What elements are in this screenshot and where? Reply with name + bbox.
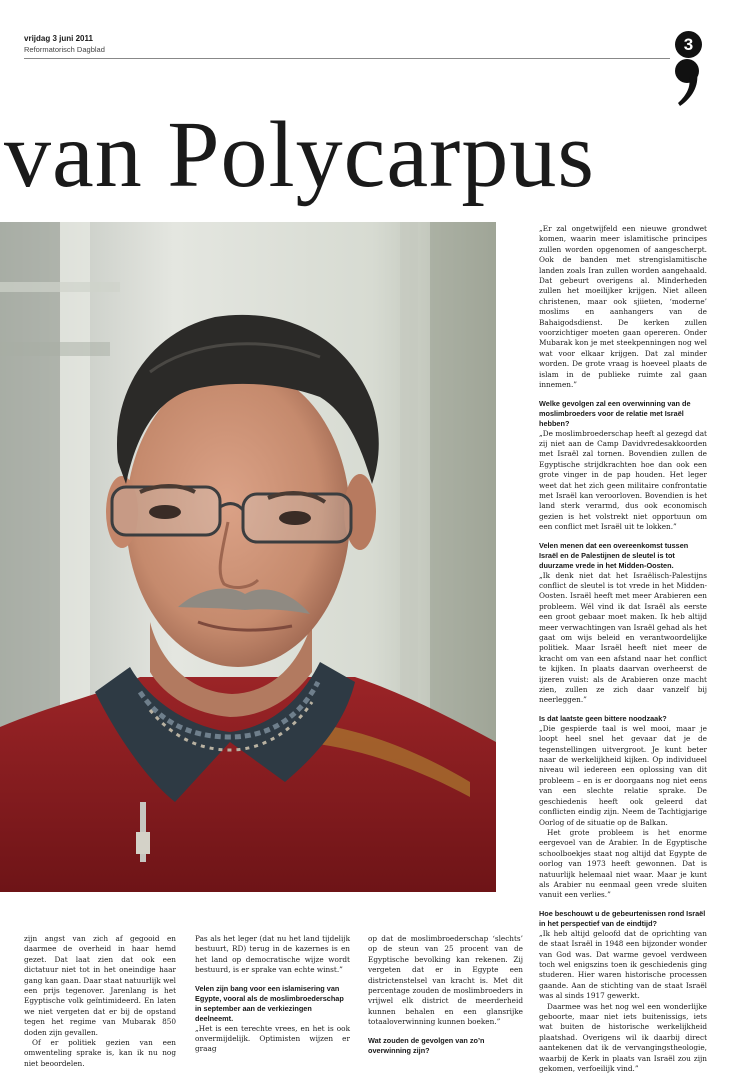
- article-column-bottom-2: [195, 934, 350, 1055]
- page-number-badge: 3: [675, 31, 702, 58]
- interview-question: Is dat laatste geen bittere noodzaak?: [539, 713, 667, 723]
- article-column-right: [539, 224, 707, 1074]
- body-paragraph: op dat de moslimbroederschap ‘slechts’ op de steun van 25 procent van de Egyptische bevolking kan rekenen. Zij vergeten dat er in Egypte een districtenstelsel van kracht is. Met dit percentage zouden de moslimbroeders in vrijwel elk district de meerderheid kunnen behalen en een glansrijke totaaloverwinning kunnen boeken.”: [368, 934, 523, 1027]
- portrait-photo: [0, 222, 496, 892]
- interview-question: Velen zijn bang voor een islamisering van Egypte, vooral als de moslimbroederschap in september aan de verkiezingen deelneemt.: [195, 983, 344, 1023]
- interview-question: Velen menen dat een overeenkomst tussen Israël en de Palestijnen de sleutel is tot duurzame vrede in het Midden-Oosten.: [539, 540, 689, 570]
- header-rule: [24, 58, 670, 59]
- interview-question: Welke gevolgen zal een overwinning van de moslimbroeders voor de relatie met Israël hebben?: [539, 398, 691, 428]
- article-column-bottom-1: [24, 934, 176, 1069]
- comma-logo-icon: [672, 56, 706, 108]
- headline: van Polycarpus: [4, 103, 595, 207]
- body-paragraph: Pas als het leger (dat nu het land tijdelijk bestuurt, RD) terug in de kazernes is en het land op democratische wijze wordt bestuurd, is er sprake van echte winst.”: [195, 934, 350, 975]
- body-paragraph: Het grote probleem is het enorme eergevoel van de Arabier. In de Egyptische schoolboekjes staat nog altijd dat Egypte de oorlog van 1973 heeft gewonnen. Dat is natuurlijk helemaal niet waar. Maar je kunt als Arabier nu eenmaal geen vrede sluiten vanuit een verlies.”: [539, 827, 707, 900]
- body-paragraph: „Ik denk niet dat het Israëlisch-Palestijns conflict de sleutel is tot vrede in het Midden-Oosten. Israël heeft met meer Arabieren een probleem. Wél vind ik dat Israël als eerste een groot gebaar moet maken. Ik heb altijd meer verwachtingen van Israël gehad als het gaat om wijs beleid en verantwoordelijke politiek. Maar Israël heeft niet meer de kracht om van een afstand naar het conflict te kijken. In plaats daarvan overheerst de ijzeren vuist: als de Arabieren onze macht zien, zullen ze zich daar vanzelf bij neerleggen.”: [539, 570, 707, 705]
- header-paper-name: Reformatorisch Dagblad: [24, 45, 105, 54]
- body-paragraph: „Er zal ongetwijfeld een nieuwe grondwet komen, waarin meer islamitische principes zullen worden opgenomen of aangescherpt. Ook de banden met strengislamitische landen zoals Iran zullen worden aangehaald. Dat gebeurt overigens al. Minderheden zullen het moeilijker krijgen. Niet alleen christenen, maar ook sjiieten, ‘moderne’ moslims en aanhangers van de Bahaigodsdienst. De kerken zullen voorzichtiger moeten gaan opereren. Onder Mubarak kon je met steekpenningen nog wel wat voor elkaar krijgen. Dat zal minder worden. De grote vraag is hoeveel plaats de islam in de publieke ruimte zal gaan innemen.”: [539, 224, 707, 390]
- body-paragraph: „De moslimbroederschap heeft al gezegd dat zij niet aan de Camp Davidvredesakkoorden met Israël zal tornen. Bovendien zullen de Egyptische strijdkrachten hoe dan ook een grote vinger in de pap houden. Het leger weet dat het zich geen militaire confrontatie met Israël kan veroorloven. Bovendien is het land sterk verarmd, dus ook economisch gezien is het volstrekt niet opportuun om een conflict met Israël uit te lokken.”: [539, 428, 707, 532]
- body-paragraph: „Ik heb altijd geloofd dat de oprichting van de staat Israël in 1948 een bijzonder wonder van God was. Dat warme gevoel verdween toch wel enigszins toen ik geschiedenis ging studeren. Hier waren historische processen gaande. Aan de stichting van de staat Israël was al sinds 1917 gewerkt.: [539, 928, 707, 1001]
- body-paragraph: zijn angst van zich af gegooid en daarmee de overheid in haar hemd gezet. Dat laat zien dat ook een dictatuur niet tot in het oneindige haar gang kan gaan. Daar staat natuurlijk wel een prijs tegenover. Jarenlang is het Egyptische volk geïntimideerd. En laten we niet vergeten dat er bij de opstand tegen het regime van Mubarak 850 doden zijn gevallen.: [24, 934, 176, 1037]
- body-paragraph: „Het is een terechte vrees, en het is ook onvermijdelijk. Optimisten wijzen er graag: [195, 1023, 350, 1054]
- article-column-bottom-3: [368, 934, 523, 1056]
- body-paragraph: Daarmee was het nog wel een wonderlijke geboorte, maar niet iets buitenissigs, iets wat buiten de historische werkelijkheid plaatshad. Overigens wil ik daarbij direct aantekenen dat ik de vervangingstheologie, waarbij de Kerk in plaats van Israël zou zijn gekomen, verfoeilijk vind.”: [539, 1001, 707, 1074]
- body-paragraph: Of er politiek gezien van een omwenteling sprake is, kan ik nu nog niet beoordelen.: [24, 1038, 176, 1068]
- body-paragraph: „Die gespierde taal is wel mooi, maar je loopt heel snel het gevaar dat je de tegenstellingen uitvergroot. Je kunt beter naar de werkelijkheid kijken. Op individueel niveau wil iedereen een oplossing van dit probleem – en is er doorgaans nog niet eens van een slechte relatie sprake. De geschiedenis heeft ook geleerd dat conflicten eindig zijn. Neem de Tachtigjarige Oorlog of de situatie op de Balkan.: [539, 723, 707, 827]
- header-date: vrijdag 3 juni 2011: [24, 34, 93, 43]
- interview-question: Hoe beschouwt u de gebeurtenissen rond Israël in het perspectief van de eindtijd?: [539, 908, 706, 928]
- interview-question: Wat zouden de gevolgen van zo’n overwinning zijn?: [368, 1035, 485, 1055]
